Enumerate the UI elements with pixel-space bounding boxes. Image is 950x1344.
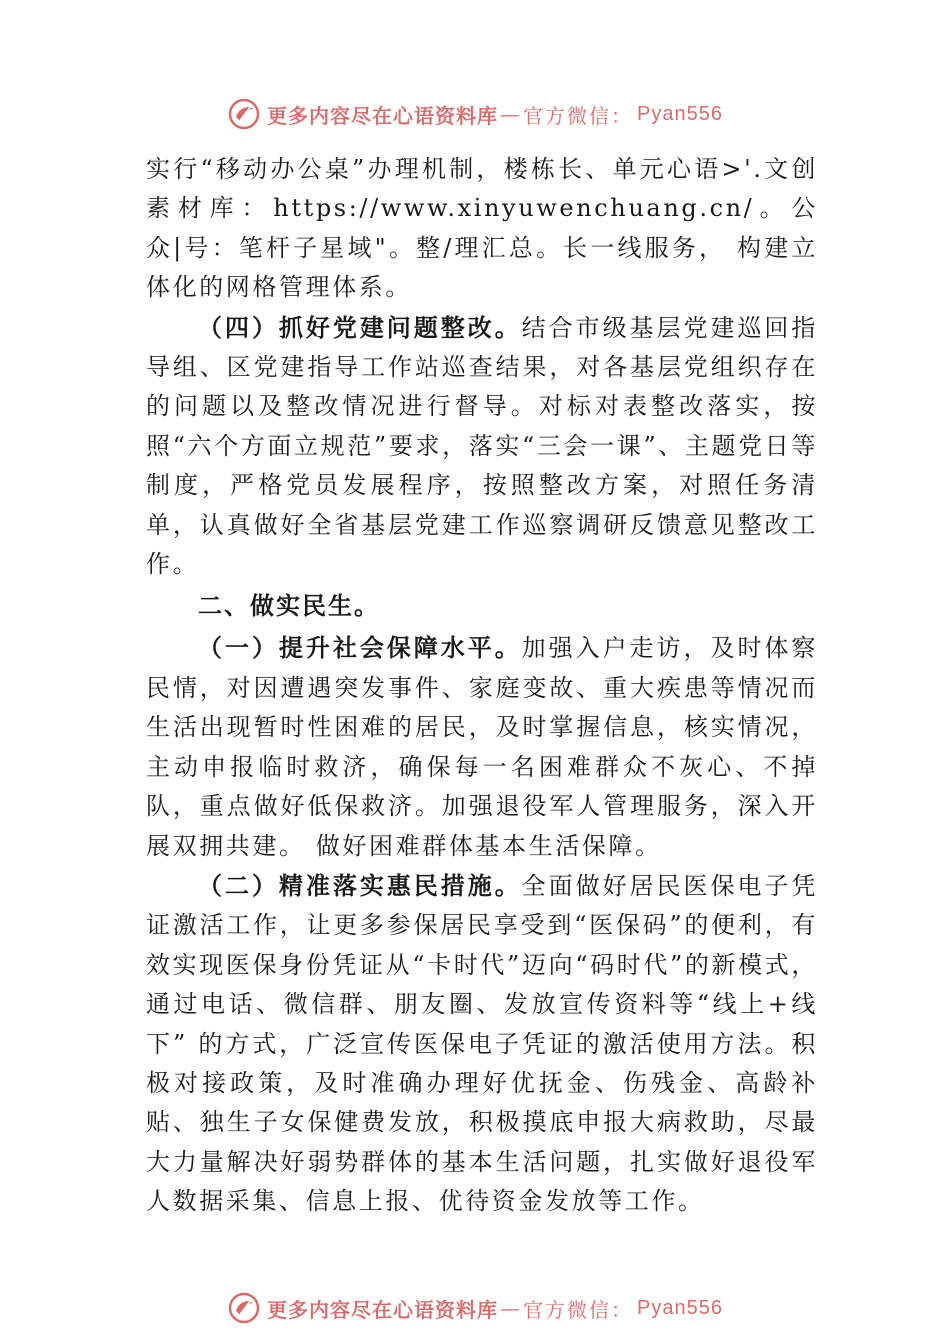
paragraph-lead-heading: （四）抓好党建问题整改。	[198, 312, 522, 342]
banner-wechat-label: 官方微信：	[523, 1297, 634, 1322]
paragraph-party-rectification	[146, 308, 818, 585]
banner-separator: —	[500, 102, 522, 126]
paragraph-social-security	[146, 628, 818, 865]
paragraph-welfare-measures	[146, 866, 818, 1222]
paragraph-continuation: 实行“移动办公桌”办理机制，楼栋长、单元心语>'.文创素材库：https://www.xinyuwenchuang.cn/。公众|号：笔杆子星域"。整/理汇总。长一线服务， 构建立体化的网格管理体系。	[146, 155, 818, 302]
logo-emblem-icon	[227, 1291, 261, 1325]
paragraph-lead-heading: （二）精准落实惠民措施。	[198, 870, 522, 900]
banner-wechat-label: 官方微信：	[523, 103, 634, 128]
header-banner	[0, 94, 950, 134]
banner-separator: —	[500, 1296, 522, 1320]
banner-site-text: 更多内容尽在心语资料库	[267, 103, 499, 128]
document-body	[146, 150, 818, 1222]
banner-wechat-id: Pyan556	[637, 102, 723, 125]
paragraph-lead-heading: （一）提升社会保障水平。	[198, 633, 522, 663]
paragraph-text: 结合市级基层党建巡回指导组、区党建指导工作站巡查结果，对各基层党组织存在的问题以及整改情况进行督导。对标对表整改落实，按照“六个方面立规范”要求，落实“三会一课”、主题党日等制度，严格党员发展程序，按照整改方案，对照任务清单，认真做好全省基层党建工作巡察调研反馈意见整改工作。	[146, 313, 818, 579]
banner-wechat-id: Pyan556	[637, 1296, 723, 1319]
footer-banner	[0, 1288, 950, 1328]
section-heading: 二、做实民生。	[198, 592, 380, 621]
banner-site-text: 更多内容尽在心语资料库	[267, 1297, 499, 1322]
logo-emblem-icon	[227, 97, 261, 131]
paragraph-text: 加强入户走访，及时体察民情，对因遭遇突发事件、家庭变故、重大疾患等情况而生活出现暂时性困难的居民，及时掌握信息，核实情况，主动申报临时救济，确保每一名困难群众不灰心、不掉队，重点做好低保救济。加强退役军人管理服务，深入开展双拥共建。 做好困难群体基本生活保障。	[146, 634, 818, 860]
paragraph-text: 全面做好居民医保电子凭证激活工作，让更多参保居民享受到“医保码”的便利，有效实现医保身份凭证从“卡时代”迈向“码时代”的新模式， 通过电话、微信群、朋友圈、发放宣传资料等“线上+线下” 的方式，广泛宣传医保电子凭证的激活使用方法。积极对接政策，及时准确办理好优抚金、伤残金、高龄补贴、独生子女保健费发放，积极摸底申报大病救助，尽最大力量解决好弱势群体的基本生活问题，扎实做好退役军人数据采集、信息上报、优待资金发放等工作。	[146, 871, 818, 1216]
